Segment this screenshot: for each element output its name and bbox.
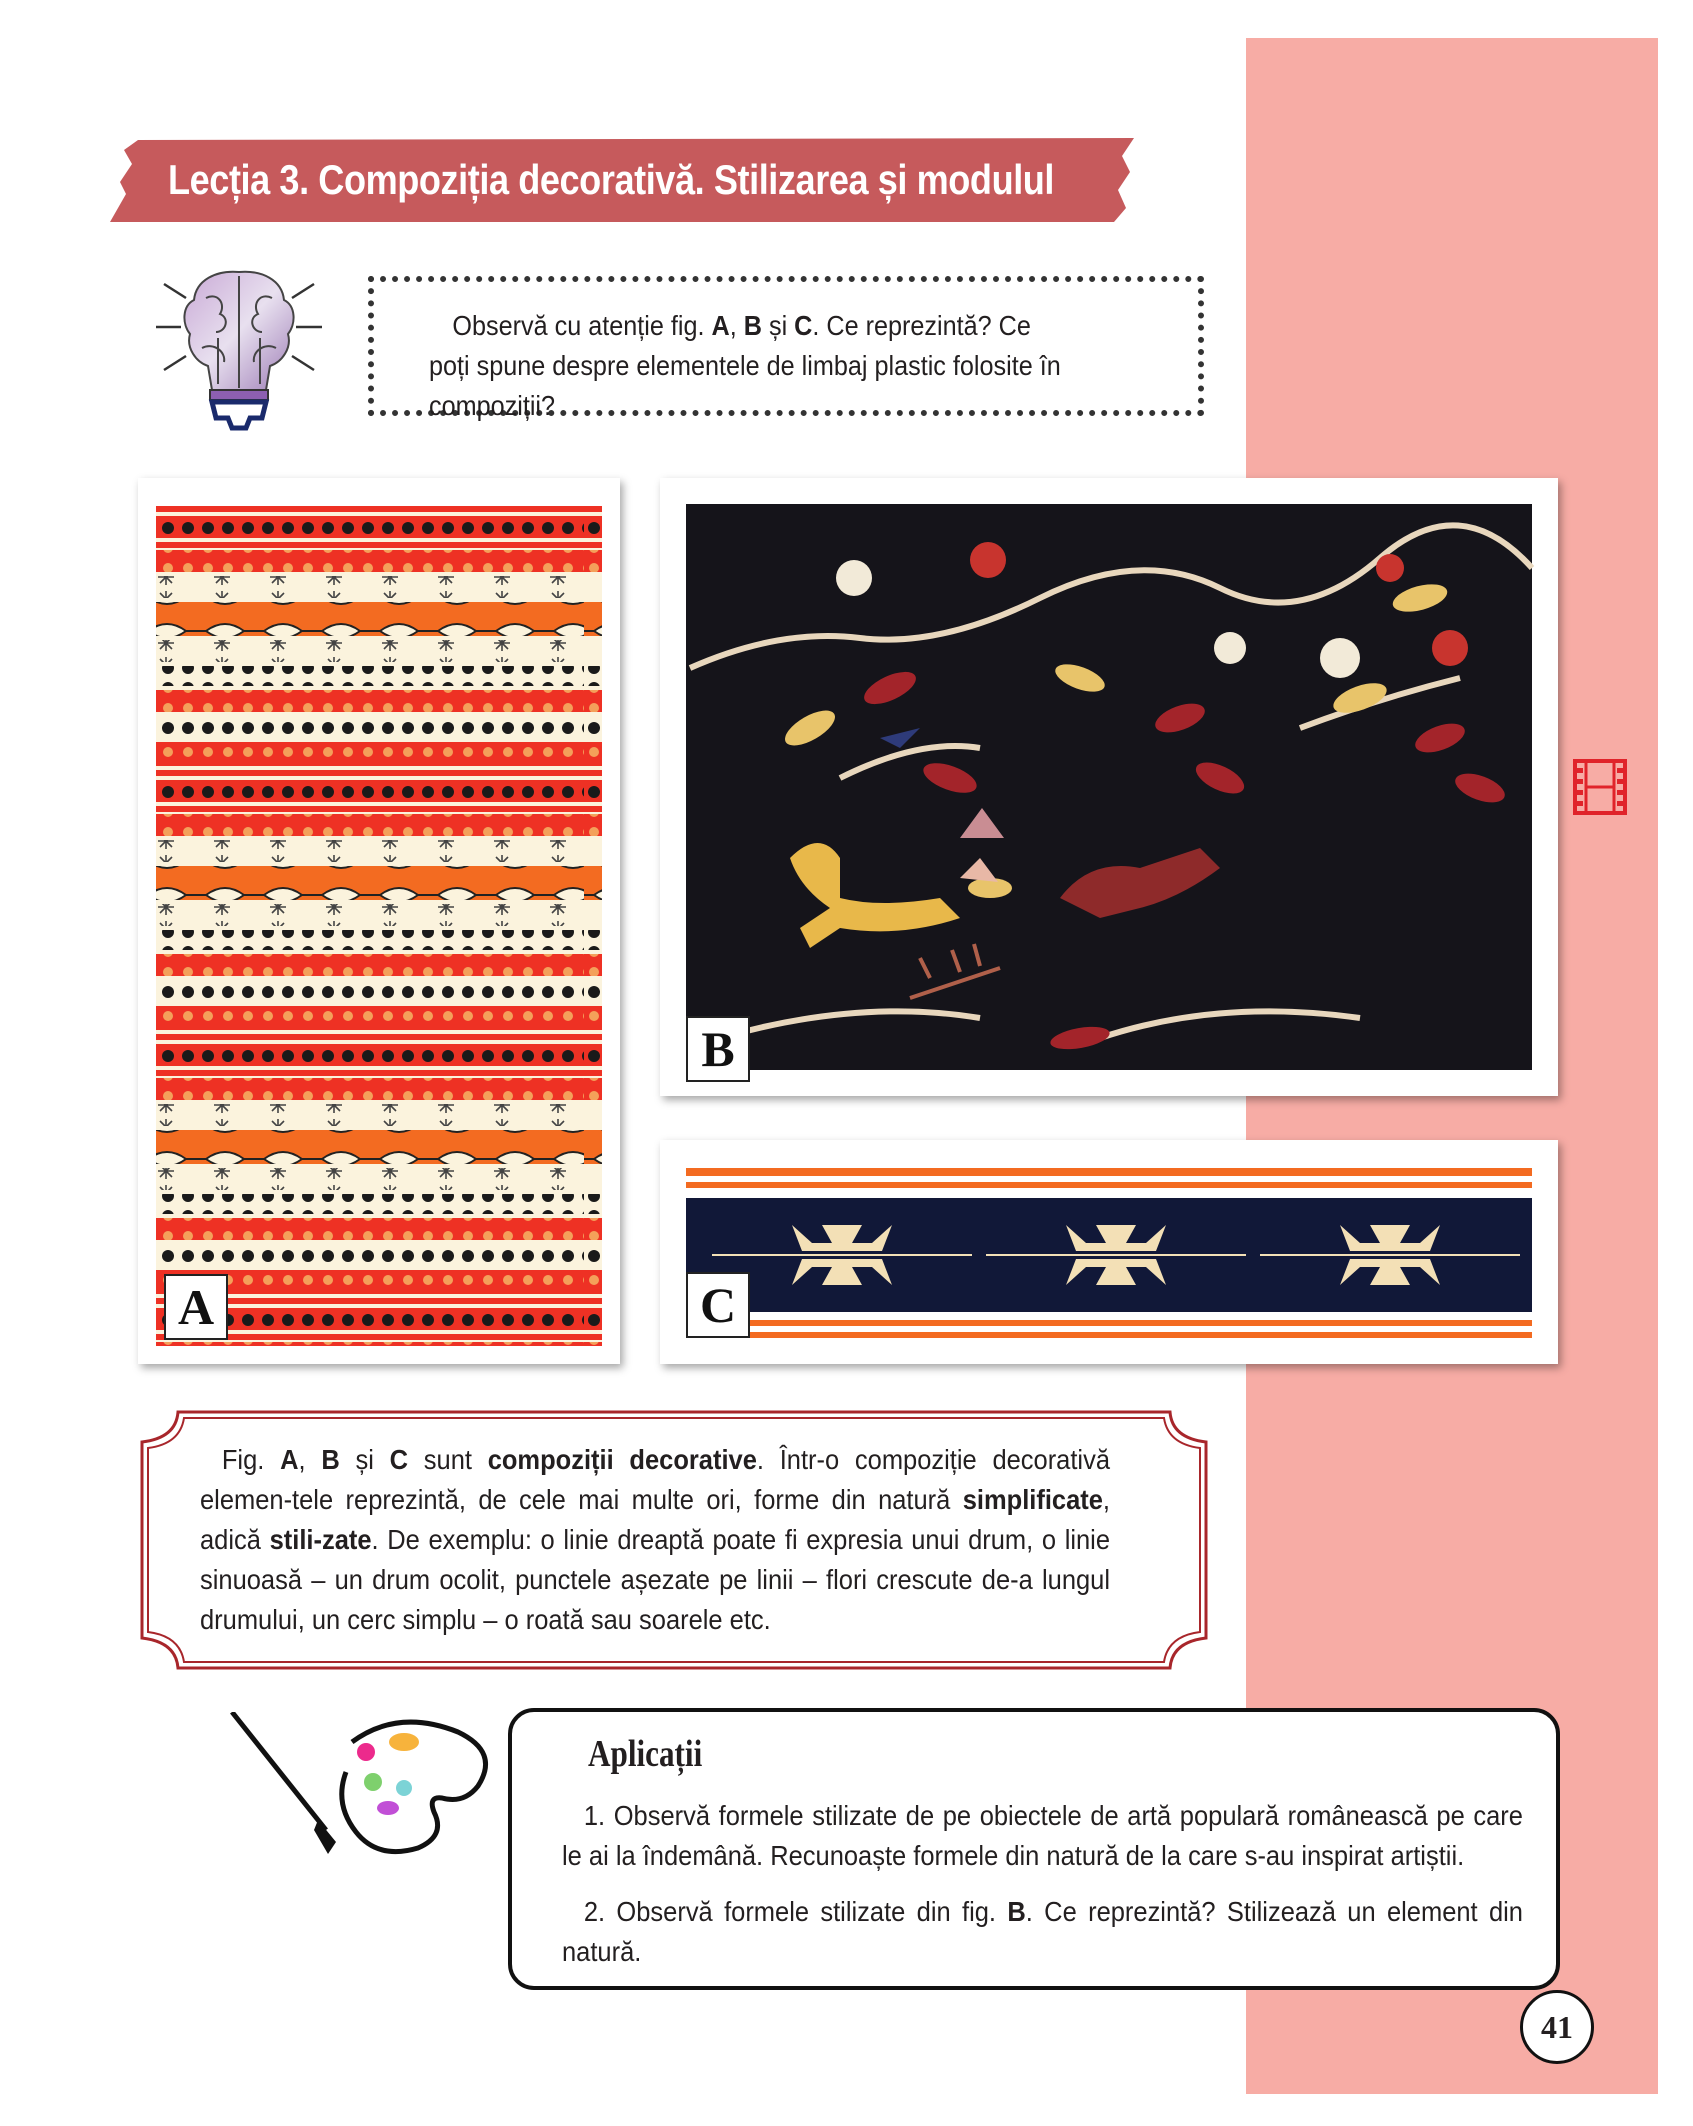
applications-title: Aplicații — [588, 1733, 703, 1775]
application-item-1: 1. Observă formele stilizate de pe obiectele de artă populară românească pe care le ai la îndemână. Recunoaște formele din natură de la care s-au inspirat artiștii. — [562, 1800, 1523, 1871]
intro-question-text: Observă cu atenție fig. A, B și C. Ce reprezintă? Ce poți spune despre elementele de limbaj plastic folosite în compoziții? — [429, 310, 1061, 421]
figure-c-card — [660, 1140, 1558, 1364]
definition-box — [138, 1408, 1210, 1672]
application-item-2: 2. Observă formele stilizate din fig. B. Ce reprezintă? Stilizează un element din natură. — [562, 1896, 1523, 1967]
figure-b-label: B — [686, 1016, 750, 1082]
figure-a-label: A — [164, 1274, 228, 1340]
applications-box — [508, 1708, 1560, 1990]
page-number: 41 — [1520, 1990, 1594, 2064]
lesson-title-banner — [110, 138, 1138, 222]
figure-c-label: C — [686, 1272, 750, 1338]
figure-b-card — [660, 478, 1558, 1096]
film-strip-icon[interactable] — [1572, 758, 1628, 816]
figure-b-embroidery-image — [660, 478, 1558, 1096]
lesson-title: Lecția 3. Compoziția decorativă. Stilizarea și modulul — [168, 156, 1055, 203]
intro-question-box — [368, 276, 1204, 421]
paint-palette-icon — [228, 1712, 490, 1862]
figure-a-card — [138, 478, 620, 1364]
figure-c-border-pattern — [660, 1140, 1558, 1364]
brain-lightbulb-icon — [146, 262, 332, 442]
definition-text: Fig. A, B și C sunt compoziții decorative. Într-o compoziție decorativă elemen-tele reprezintă, de cele mai multe ori, forme din natură simplificate, adică stili-zate. De exemplu: o linie dreaptă poate fi expresia unui drum, o linie sinuoasă – un drum ocolit, punctele așezate pe linii – flori crescute de-a lungul drumului, un cerc simplu – o roată sau soarele etc. — [200, 1444, 1111, 1635]
figure-a-striped-pattern — [138, 478, 620, 1364]
